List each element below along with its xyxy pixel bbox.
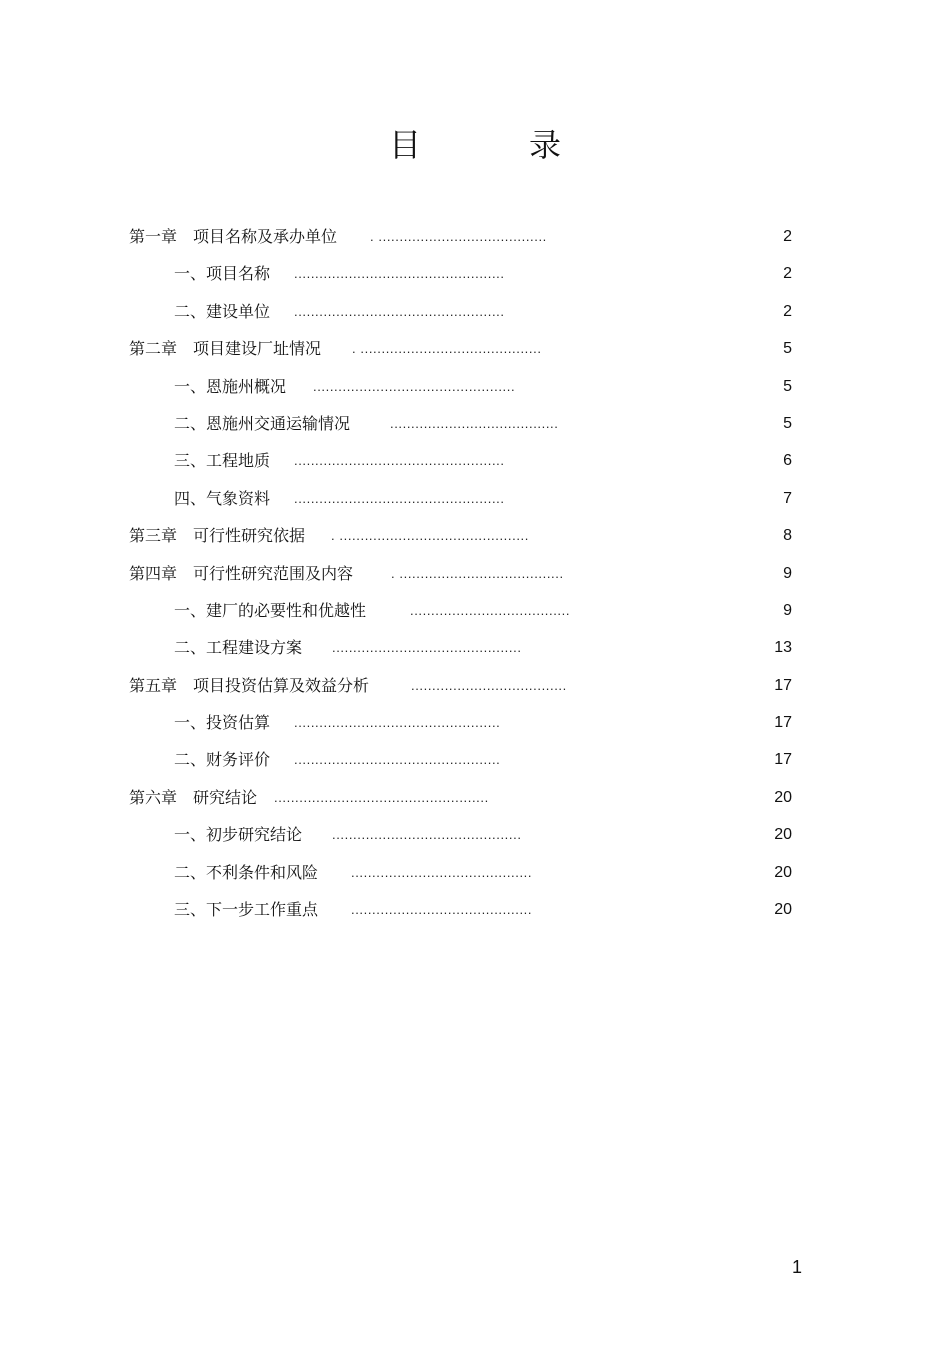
toc-entry-leader: ................................................... — [274, 789, 489, 805]
toc-entry-leader: .................................................. — [294, 266, 505, 282]
toc-entry[interactable] — [0, 255, 950, 292]
toc-entry-leader: ........................................ — [390, 415, 559, 431]
toc-entry-page-number: 20 — [774, 901, 792, 919]
toc-entry-page-number: 5 — [783, 377, 792, 395]
toc-entry[interactable] — [0, 667, 950, 704]
toc-entry-leader: ............................................. — [332, 827, 522, 843]
toc-entry-label: 二、建设单位 — [174, 301, 271, 321]
toc-entry[interactable] — [0, 741, 950, 778]
toc-entry[interactable] — [0, 592, 950, 629]
toc-entry-page-number: 17 — [774, 714, 792, 732]
toc-entry-label: 三、工程地质 — [174, 451, 271, 471]
toc-entry[interactable] — [0, 854, 950, 891]
toc-entry[interactable] — [0, 555, 950, 592]
toc-entry[interactable] — [0, 629, 950, 666]
toc-entry-page-number: 20 — [774, 863, 792, 881]
toc-entry-label: 第四章 可行性研究范围及内容 — [129, 563, 354, 583]
toc-entry-label: 三、下一步工作重点 — [174, 900, 319, 920]
toc-entry-leader: ................................................. — [294, 752, 501, 768]
toc-entry-page-number: 20 — [774, 826, 792, 844]
toc-entry-leader: .................................................. — [294, 303, 505, 319]
page-number: 1 — [791, 1257, 802, 1277]
toc-entry[interactable] — [0, 779, 950, 816]
toc-entry-page-number: 5 — [783, 340, 792, 358]
toc-entry[interactable] — [0, 293, 950, 330]
toc-entry-label: 二、恩施州交通运输情况 — [174, 413, 351, 433]
toc-entry[interactable] — [0, 816, 950, 853]
toc-entry-label: 一、建厂的必要性和优越性 — [174, 600, 367, 620]
toc-entry-page-number: 8 — [783, 527, 792, 545]
toc-entry-page-number: 5 — [783, 414, 792, 432]
toc-entry-page-number: 2 — [783, 302, 792, 320]
toc-entry-page-number: 17 — [774, 676, 792, 694]
toc-entry-label: 二、工程建设方案 — [174, 638, 303, 658]
toc-entry-leader: . ....................................... — [391, 565, 564, 581]
toc-entry-label: 第三章 可行性研究依据 — [129, 526, 306, 546]
toc-entry-page-number: 13 — [774, 639, 792, 657]
toc-entry-leader: ............................................. — [332, 640, 522, 656]
toc-entry-label: 第二章 项目建设厂址情况 — [129, 339, 322, 359]
toc-entry-label: 一、恩施州概况 — [174, 376, 287, 396]
toc-entry[interactable] — [0, 891, 950, 928]
toc-entry-page-number: 9 — [783, 564, 792, 582]
toc-entry-label: 第六章 研究结论 — [129, 787, 258, 807]
toc-entry-leader: ..................................... — [411, 677, 567, 693]
toc-entry-page-number: 17 — [774, 751, 792, 769]
toc-entry[interactable] — [0, 405, 950, 442]
toc-entry[interactable] — [0, 480, 950, 517]
toc-entry-label: 一、初步研究结论 — [174, 825, 303, 845]
toc-entry-page-number: 6 — [783, 452, 792, 470]
toc-entry-label: 二、不利条件和风险 — [174, 862, 319, 882]
toc-entry-label: 四、气象资料 — [174, 488, 271, 508]
toc-entry-page-number: 7 — [783, 489, 792, 507]
toc-entry-leader: . ........................................ — [370, 229, 547, 244]
table-of-contents — [0, 218, 950, 928]
toc-entry-leader: ................................................. — [294, 715, 501, 731]
toc-entry-page-number: 9 — [783, 601, 792, 619]
toc-entry-label: 一、项目名称 — [174, 264, 271, 284]
toc-entry-leader: . ............................................. — [331, 528, 529, 544]
toc-entry-leader: .................................................. — [294, 453, 505, 469]
toc-entry[interactable] — [0, 218, 950, 255]
toc-entry[interactable] — [0, 330, 950, 367]
toc-entry[interactable] — [0, 517, 950, 554]
toc-entry-leader: ................................................ — [313, 378, 516, 394]
toc-entry-label: 第五章 项目投资估算及效益分析 — [129, 675, 370, 695]
toc-entry-label: 第一章 项目名称及承办单位 — [129, 227, 338, 246]
toc-entry-label: 一、投资估算 — [174, 713, 271, 733]
toc-entry-leader: ...................................... — [410, 602, 571, 618]
toc-entry-leader: ........................................... — [351, 902, 533, 918]
toc-entry[interactable] — [0, 704, 950, 741]
toc-entry[interactable] — [0, 442, 950, 479]
toc-entry[interactable] — [0, 368, 950, 405]
toc-entry-leader: . ........................................... — [352, 341, 542, 357]
toc-entry-leader: ........................................... — [351, 864, 533, 880]
page-title: 目 录 — [388, 126, 599, 164]
toc-entry-page-number: 2 — [783, 265, 792, 283]
toc-entry-page-number: 2 — [783, 228, 792, 245]
toc-entry-leader: .................................................. — [294, 490, 505, 506]
toc-entry-label: 二、财务评价 — [174, 750, 271, 770]
toc-entry-page-number: 20 — [774, 788, 792, 806]
